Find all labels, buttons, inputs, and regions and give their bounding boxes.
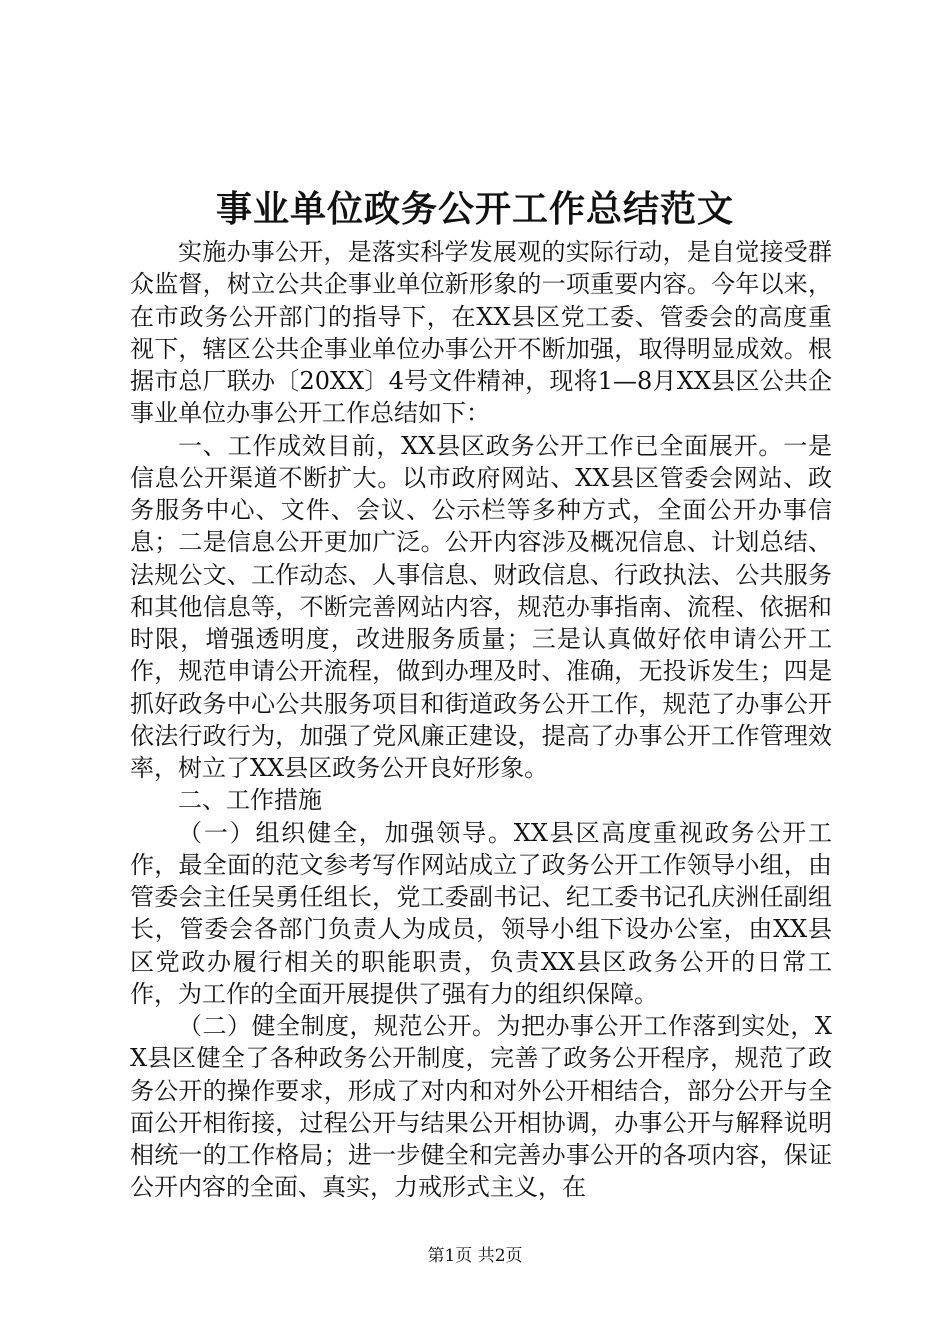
paragraph-work-results: 一、工作成效目前，XX县区政务公开工作已全面展开。一是信息公开渠道不断扩大。以市政府网站、XX县区管委会网站、政务服务中心、文件、会议、公示栏等多种方式，全面公开办事信息；二是信息公开更加广泛。公开内容涉及概况信息、计划总结、法规公文、工作动态、人事信息、财政信息、行政执法、公共服务和其他信息等，不断完善网站内容，规范办事指南、流程、依据和时限，增强透明度，改进服务质量；三是认真做好依申请公开工作，规范申请公开流程，做到办理及时、准确，无投诉发生；四是抓好政务中心公共服务项目和街道政务公开工作，规范了办事公开依法行政行为，加强了党风廉正建设，提高了办事公开工作管理效率，树立了XX县区政务公开良好形象。 — [130, 431, 832, 782]
heading-work-measures: 二、工作措施 — [178, 786, 322, 815]
paragraph-organization: （一）组织健全，加强领导。XX县区高度重视政务公开工作，最全面的范文参考写作网站成立了政务公开工作领导小组，由管委会主任吴勇任组长，党工委副书记、纪工委书记孔庆洲任副组长，管委会各部门负责人为成员，领导小组下设办公室，由XX县区党政办履行相关的职能职责，负责XX县区政务公开的日常工作，为工作的全面开展提供了强有力的组织保障。 — [130, 818, 832, 1008]
document-body — [130, 236, 832, 1204]
paragraph-intro: 实施办事公开，是落实科学发展观的实际行动，是自觉接受群众监督，树立公共企事业单位新形象的一项重要内容。今年以来，在市政务公开部门的指导下，在XX县区党工委、管委会的高度重视下，辖区公共企事业单位办事公开不断加强，取得明显成效。根据市总厂联办〔20XX〕4号文件精神，现将1—8月XX县区公共企事业单位办事公开工作总结如下： — [130, 238, 832, 428]
document-title: 事业单位政务公开工作总结范文 — [215, 188, 734, 230]
paragraph-systems: （二）健全制度，规范公开。为把办事公开工作落到实处，XX县区健全了各种政务公开制度，完善了政务公开程序，规范了政务公开的操作要求，形成了对内和对外公开相结合，部分公开与全面公开相衔接，过程公开与结果公开相协调，办事公开与解释说明相统一的工作格局；进一步健全和完善办事公开的各项内容，保证公开内容的全面、真实，力戒形式主义，在 — [130, 1012, 832, 1202]
page-number-footer: 第1页 共2页 — [427, 1246, 523, 1266]
